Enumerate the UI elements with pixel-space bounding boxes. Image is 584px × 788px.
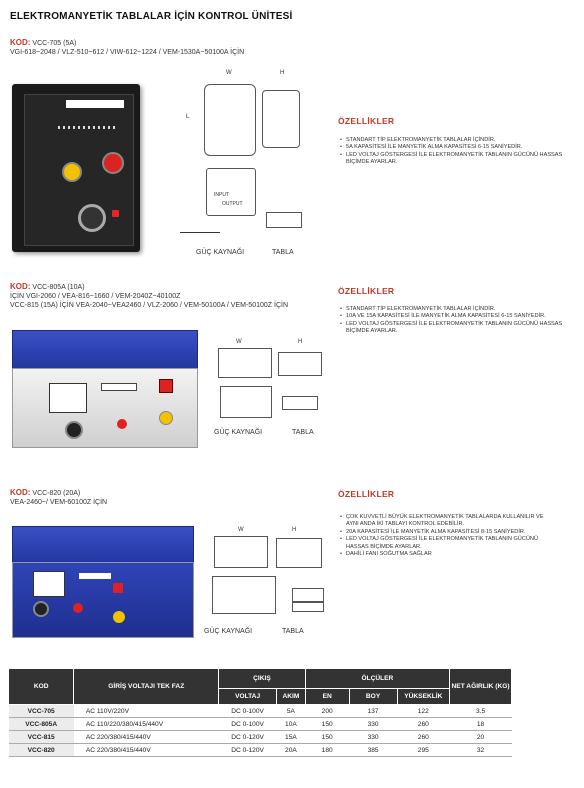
cell-boy: 330 [349,731,397,744]
selector-knob-icon [65,421,83,439]
th-voltaj: VOLTAJ [219,689,277,705]
power-switch-icon [112,210,119,217]
spec-table [8,668,512,757]
power-supply-drawing [212,576,276,614]
feature-item: • 10A VE 15A KAPASİTESİ İLE MANYETİK ALMA KAPASİTESİ 6-15 SANİYEDİR. [340,313,570,320]
power-switch-icon [113,583,123,593]
cell-en: 180 [305,744,349,757]
cell-akim: 10A [277,718,306,731]
selector-knob-icon [78,204,106,232]
vcc-820-device-top [12,526,194,564]
th-agirlik: NET AĞIRLIK (KG) [450,669,512,705]
table-drawing [266,212,302,228]
vcc-805a-device-top [12,330,198,370]
feature-item: • STANDART TİP ELEKTROMANYETİK TABLALAR İÇİNDİR. [340,137,570,144]
front-view-drawing [214,536,268,568]
caption-power-supply: GÜÇ KAYNAĞI [214,429,263,436]
dim-w-label: W [226,70,232,76]
red-knob-icon [102,152,124,174]
th-akim: AKIM [277,689,306,705]
features-list-3 [340,514,550,558]
cell-giris: AC 220/380/415/440V [74,731,219,744]
kod-value: VCC-820 (20A) [32,490,81,497]
cell-kod: VCC-815 [9,731,74,744]
caption-table: TABLA [292,429,314,436]
vcc-820-device-image [12,562,194,638]
th-cikis: ÇIKIŞ [219,669,306,689]
feature-item: • DAHİLİ FANI SOĞUTMA SAĞLAR [340,551,550,558]
caption-power-supply: GÜÇ KAYNAĞI [204,628,253,635]
table-row [9,731,512,744]
cell-kod: VCC-805A [9,718,74,731]
cell-voltaj: DC 0-100V [219,718,277,731]
side-view-drawing [278,352,322,376]
table-row [9,705,512,718]
kod-value: VCC-705 (5A) [32,40,77,47]
cell-giris: AC 110/220/380/415/440V [74,718,219,731]
dim-w-label: W [238,527,244,533]
output-label: OUTPUT [222,201,243,207]
feature-item: • 20A KAPASİTESİ İLE MANYETİK ALMA KAPASİTESİ 8-15 SANİYEDİR. [340,529,550,536]
yellow-knob-icon [159,411,173,425]
led-scale [58,126,118,129]
cell-agirlik: 3.5 [450,705,512,718]
input-label: INPUT [214,192,229,198]
cell-en: 200 [305,705,349,718]
cell-akim: 20A [277,744,306,757]
vcc-805a-device-image [12,368,198,448]
front-view-drawing [204,84,256,156]
cell-akim: 5A [277,705,306,718]
cell-voltaj: DC 0-120V [219,744,277,757]
red-lamp-icon [73,603,83,613]
cell-yukseklik: 260 [397,731,450,744]
caption-power-supply: GÜÇ KAYNAĞI [196,249,245,256]
power-switch-icon [159,379,173,393]
dim-l-label: L [186,114,190,120]
feature-item: • LED VOLTAJ GÖSTERGESİ İLE ELEKTROMANYETİK TABLANIN GÜCÜNÜ HASSAS BİÇİMDE AYARLAR. [340,536,550,551]
cell-en: 150 [305,718,349,731]
caption-table: TABLA [282,628,304,635]
feature-item: • ÇOK KUVVETLİ BÜYÜK ELEKTROMANYETİK TABLALARDA KULLANILIR VE AYNI ANDA İKİ TABLAYI KONTROL EDEBİLİR. [340,514,550,529]
cell-yukseklik: 260 [397,718,450,731]
cell-agirlik: 18 [450,718,512,731]
vcc-705-device-image [12,84,140,252]
power-supply-drawing [220,386,272,418]
page-title: ELEKTROMANYETİK TABLALAR İÇİN KONTROL ÜNİTESİ [10,11,293,22]
th-olculer: ÖLÇÜLER [305,669,449,689]
selector-knob-icon [33,601,49,617]
ammeter-icon [33,571,65,597]
caption-table: TABLA [272,249,294,256]
dim-h-label: H [280,70,285,76]
kod-label: KOD: [10,488,31,497]
power-cable-line [180,232,220,233]
feature-item: • LED VOLTAJ GÖSTERGESİ İLE ELEKTROMANYETİK TABLANIN GÜCÜNÜ HASSAS BİÇİMDE AYARLAR. [340,321,570,336]
ammeter-icon [49,383,87,413]
feature-item: • 5A KAPASİTESİ İLE MANYETİK ALMA KAPASİTESİ 6-15 SANİYEDİR. [340,144,570,151]
th-boy: BOY [349,689,397,705]
cell-boy: 330 [349,718,397,731]
table-row [9,744,512,757]
dim-h-label: H [292,527,297,533]
kod-label: KOD: [10,282,31,291]
cell-agirlik: 20 [450,731,512,744]
cell-giris: AC 110V/220V [74,705,219,718]
device-logo [79,573,111,579]
feature-item: • STANDART TİP ELEKTROMANYETİK TABLALAR İÇİNDİR. [340,306,570,313]
yellow-knob-icon [62,162,82,182]
features-list-1 [340,137,570,167]
feature-item: • LED VOLTAJ GÖSTERGESİ İLE ELEKTROMANYETİK TABLANIN GÜCÜNÜ HASSAS BİÇİMDE AYARLAR. [340,152,570,167]
kod-value: VCC-805A (10A) [32,284,85,291]
kod-models-2: VCC-815 (15A) İÇİN VEA-2040~VEA2460 / VLZ-2060 / VEM-50100A / VEM-50100Z İÇİN [10,302,288,309]
cell-voltaj: DC 0-100V [219,705,277,718]
cell-agirlik: 32 [450,744,512,757]
kod-block-2 [10,282,288,310]
kod-label: KOD: [10,38,31,47]
device-logo [101,383,137,391]
kod-models: VEA-2460~/ VEM-60100Z İÇİN [10,499,108,506]
cell-boy: 137 [349,705,397,718]
th-yukseklik: YÜKSEKLİK [397,689,450,705]
kod-models: İÇİN VGI-2060 / VEA-816~1660 / VEM-2040Z~40100Z [10,293,181,300]
cell-akim: 15A [277,731,306,744]
yellow-knob-icon [113,611,125,623]
table-drawing [282,396,318,410]
th-en: EN [305,689,349,705]
cell-giris: AC 220/380/415/440V [74,744,219,757]
cell-kod: VCC-705 [9,705,74,718]
red-lamp-icon [117,419,127,429]
features-list-2 [340,306,570,336]
kod-block-1 [10,38,244,57]
th-giris: GİRİŞ VOLTAJI TEK FAZ [74,669,219,705]
cell-yukseklik: 122 [397,705,450,718]
table-row [9,718,512,731]
th-kod: KOD [9,669,74,705]
table-drawing-1 [292,588,324,602]
cell-kod: VCC-820 [9,744,74,757]
device-logo [66,100,124,108]
side-view-drawing [262,90,300,148]
kod-block-3 [10,488,107,507]
cell-boy: 385 [349,744,397,757]
cell-voltaj: DC 0-120V [219,731,277,744]
front-view-drawing [218,348,272,378]
table-drawing-2 [292,602,324,612]
dim-w-label: W [236,339,242,345]
features-title-3: ÖZELLİKLER [338,489,395,499]
dim-h-label: H [298,339,303,345]
features-title-1: ÖZELLİKLER [338,116,395,126]
side-view-drawing [276,538,322,568]
cell-en: 150 [305,731,349,744]
features-title-2: ÖZELLİKLER [338,286,395,296]
kod-models: VGI-618~2048 / VLZ-510~612 / VIW-612~1224 / VEM-1530A~50100A İÇİN [10,49,245,56]
cell-yukseklik: 295 [397,744,450,757]
